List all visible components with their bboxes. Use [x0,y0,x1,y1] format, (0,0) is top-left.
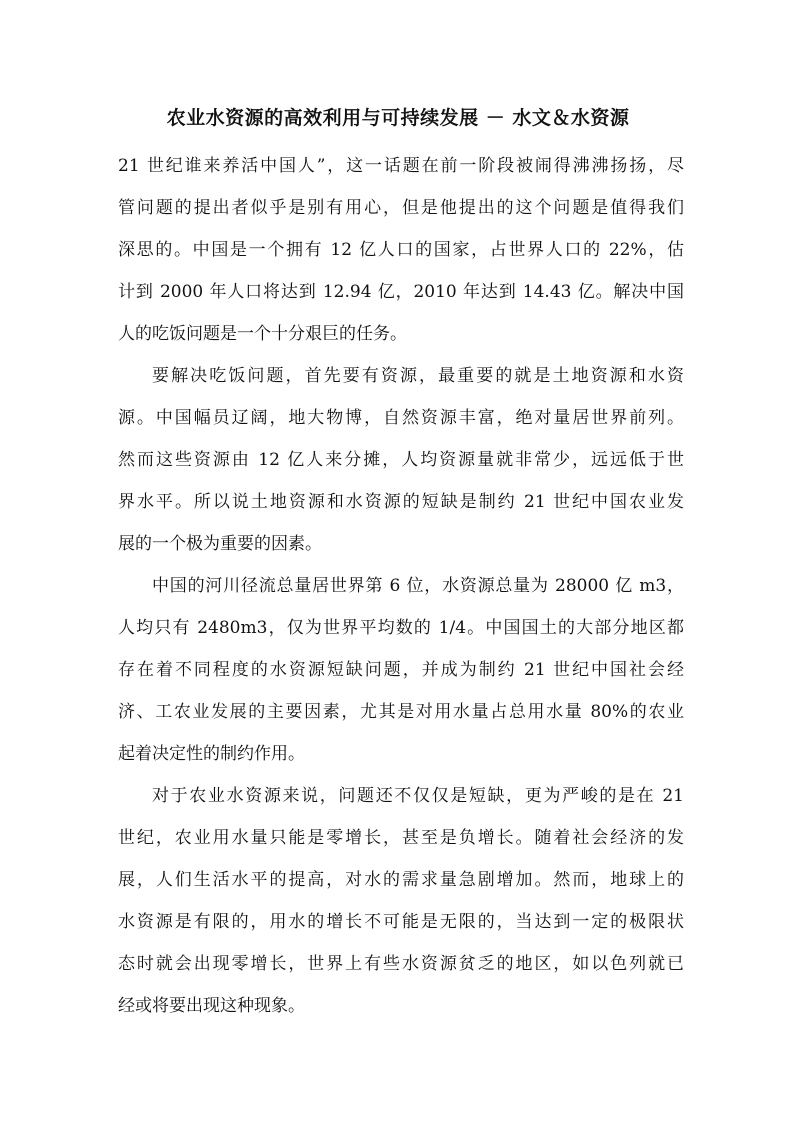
paragraph-line: 源。中国幅员辽阔，地大物博，自然资源丰富，绝对量居世界前列。 [118,408,684,428]
paragraph-line: 深思的。中国是一个拥有 12 亿人口的国家，占世界人口的 22%，估 [118,240,684,260]
paragraph-line: 人的吃饭问题是一个十分艰巨的任务。 [118,324,407,344]
paragraph-line: 经或将要出现这种现象。 [118,996,305,1016]
paragraph-line: 水资源是有限的，用水的增长不可能是无限的，当达到一定的极限状 [118,912,684,932]
paragraph-line: 管问题的提出者似乎是别有用心，但是他提出的这个问题是值得我们 [118,198,684,218]
paragraph-3 [118,565,684,775]
paragraph-line: 中国的河川径流总量居世界第 6 位，水资源总量为 28000 亿 m3， [152,576,684,596]
paragraph-line: 起着决定性的制约作用。 [118,744,305,764]
paragraph-line: 存在着不同程度的水资源短缺问题，并成为制约 21 世纪中国社会经 [118,660,684,680]
paragraph-line: 界水平。所以说土地资源和水资源的短缺是制约 21 世纪中国农业发 [118,492,684,512]
paragraph-1 [118,145,684,355]
paragraph-line: 计到 2000 年人口将达到 12.94 亿，2010 年达到 14.43 亿。解决中国 [118,282,684,302]
document-title: 农业水资源的高效利用与可持续发展 － 水文＆水资源 [166,107,630,129]
paragraph-4 [118,775,684,1027]
paragraph-line: 21 世纪谁来养活中国人”，这一话题在前一阶段被闹得沸沸扬扬，尽 [118,156,684,176]
paragraph-line: 济、工农业发展的主要因素，尤其是对用水量占总用水量 80%的农业 [118,702,684,722]
paragraph-2 [118,355,684,565]
paragraph-line: 展的一个极为重要的因素。 [118,534,322,554]
document-body [118,145,684,1027]
paragraph-line: 然而这些资源由 12 亿人来分摊，人均资源量就非常少，远远低于世 [118,450,684,470]
paragraph-line: 展，人们生活水平的提高，对水的需求量急剧增加。然而，地球上的 [118,870,684,890]
paragraph-line: 对于农业水资源来说，问题还不仅仅是短缺，更为严峻的是在 21 [152,786,684,806]
paragraph-line: 人均只有 2480m3，仅为世界平均数的 1/4。中国国土的大部分地区都 [118,618,684,638]
paragraph-line: 世纪，农业用水量只能是零增长，甚至是负增长。随着社会经济的发 [118,828,684,848]
paragraph-line: 要解决吃饭问题，首先要有资源，最重要的就是土地资源和水资 [152,366,684,386]
paragraph-line: 态时就会出现零增长，世界上有些水资源贫乏的地区，如以色列就已 [118,954,684,974]
